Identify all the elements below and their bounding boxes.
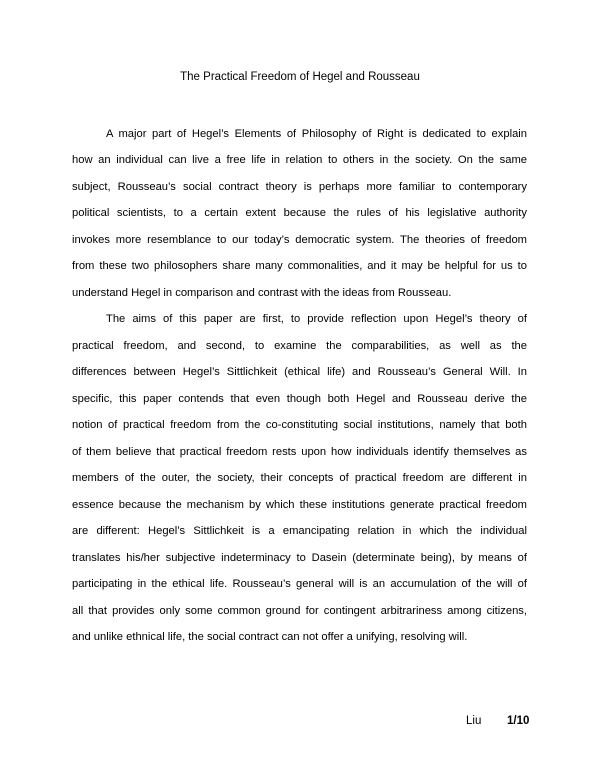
paragraph-line: invokes more resemblance to our today’s democratic system. The theories of freedom bbox=[72, 234, 527, 246]
paragraph-line: essence because the mechanism by which these institutions generate practical freedom bbox=[72, 499, 527, 511]
footer-author: Liu bbox=[466, 715, 482, 727]
paragraph-line: how an individual can live a free life in relation to others in the society. On the same bbox=[72, 154, 527, 166]
paragraph-line: specific, this paper contends that even though both Hegel and Rousseau derive the bbox=[72, 393, 527, 405]
paragraph-line: from these two philosophers share many commonalities, and it may be helpful for us to bbox=[72, 260, 527, 272]
paragraph-line: political scientists, to a certain extent because the rules of his legislative authority bbox=[72, 207, 527, 219]
paragraph-line: understand Hegel in comparison and contrast with the ideas from Rousseau. bbox=[72, 287, 452, 299]
paragraph-line: participating in the ethical life. Rousseau’s general will is an accumulation of the will of bbox=[72, 578, 527, 590]
document-title: The Practical Freedom of Hegel and Rousseau bbox=[180, 71, 420, 83]
page-number: 1/10 bbox=[507, 715, 530, 727]
paragraph-line: translates his/her subjective indeterminacy to Dasein (determinate being), by means of bbox=[72, 552, 527, 564]
paragraph-line: all that provides only some common ground for contingent arbitrariness among citizens, bbox=[72, 605, 527, 617]
paragraph-line: subject, Rousseau’s social contract theory is perhaps more familiar to contemporary bbox=[72, 181, 527, 193]
paragraph-line: A major part of Hegel’s Elements of Philosophy of Right is dedicated to explain bbox=[106, 128, 527, 140]
paragraph-line: practical freedom, and second, to examine the comparabilities, as well as the bbox=[72, 340, 527, 352]
paragraph-line: notion of practical freedom from the co-constituting social institutions, namely that both bbox=[72, 419, 527, 431]
paragraph-line: members of the outer, the society, their concepts of practical freedom are different in bbox=[72, 472, 527, 484]
paragraph-line: The aims of this paper are first, to provide reflection upon Hegel’s theory of bbox=[106, 313, 527, 325]
paragraph-line: of them believe that practical freedom rests upon how individuals identify themselves as bbox=[72, 446, 527, 458]
paragraph-line: are different: Hegel’s Sittlichkeit is a emancipating relation in which the individual bbox=[72, 525, 527, 537]
paragraph-line: differences between Hegel’s Sittlichkeit (ethical life) and Rousseau’s General Will. In bbox=[72, 366, 527, 378]
paragraph-line: and unlike ethnical life, the social contract can not offer a unifying, resolving will. bbox=[72, 631, 468, 643]
